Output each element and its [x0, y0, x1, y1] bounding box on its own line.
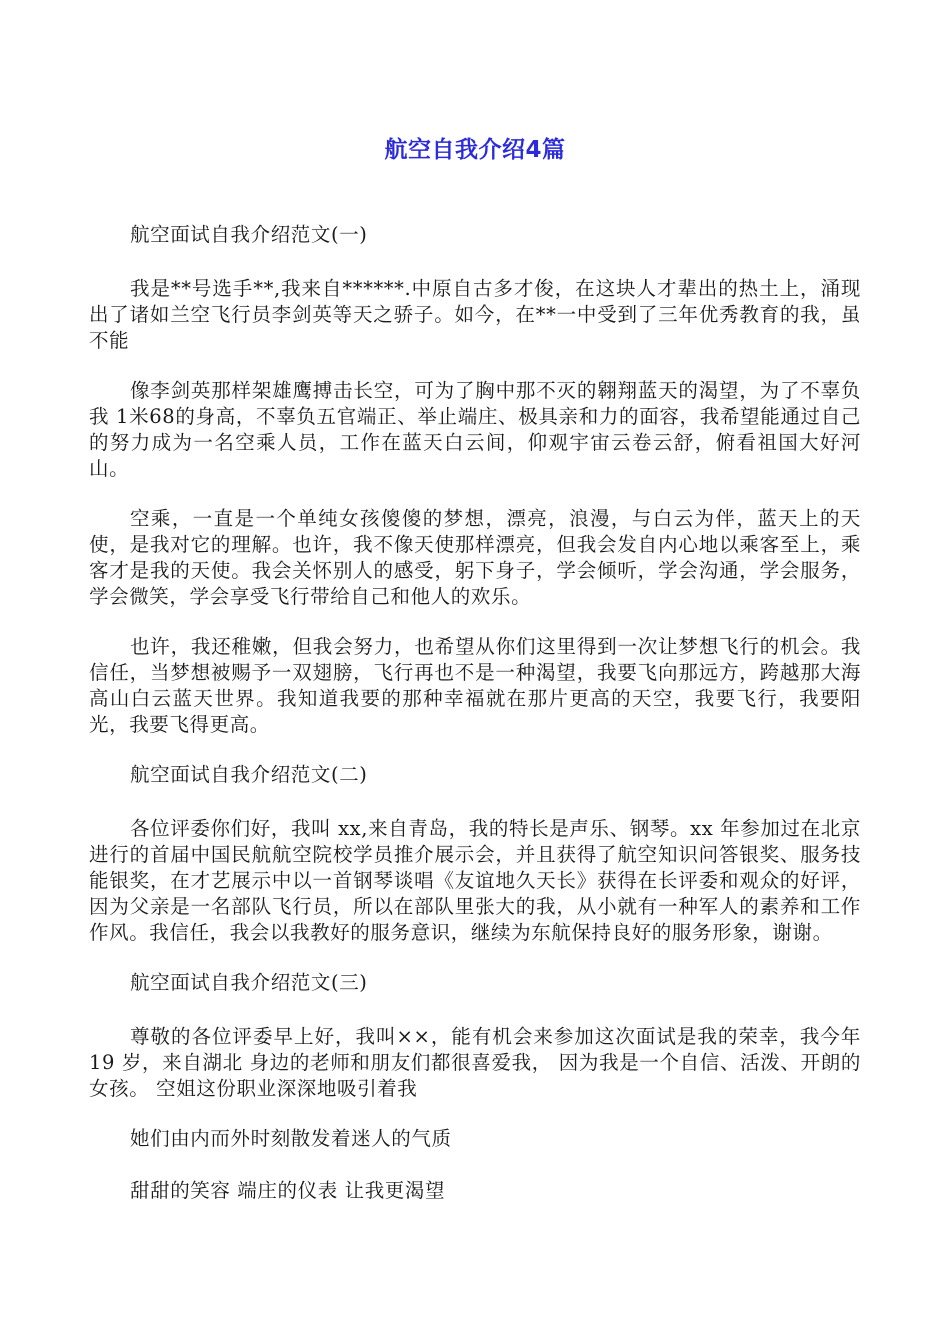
paragraph: 也许，我还稚嫩，但我会努力，也希望从你们这里得到一次让梦想飞行的机会。我信任，当梦想被赐予一双翅膀，飞行再也不是一种渴望，我要飞向那远方，跨越那大海高山白云蓝天世界。我知道我要的那种幸福就在那片更高的天空，我要飞行，我要阳光，我要飞得更高。: [89, 635, 861, 736]
paragraph: 各位评委你们好，我叫 xx,来自青岛，我的特长是声乐、钢琴。xx 年参加过在北京进行的首届中国民航航空院校学员推介展示会，并且获得了航空知识问答银奖、服务技能银奖，在才艺展示中以一首钢琴谈唱《友谊地久天长》获得在长评委和观众的好评，因为父亲是一名部队飞行员，所以在部队里张大的我，从小就有一种军人的素养和工作作风。我信任，我会以我教好的服务意识，继续为东航保持良好的服务形象，谢谢。: [89, 817, 861, 944]
paragraph: 尊敬的各位评委早上好，我叫××，能有机会来参加这次面试是我的荣幸，我今年 19 岁，来自湖北 身边的老师和朋友们都很喜爱我， 因为我是一个自信、活泼、开朗的女孩。 空姐这份职业深深地吸引着我: [89, 1025, 861, 1100]
paragraph: 我是**号选手**,我来自******.中原自古多才俊，在这块人才辈出的热土上，涌现出了诸如兰空飞行员李剑英等天之骄子。如今，在**一中受到了三年优秀教育的我，虽不能: [89, 277, 861, 352]
paragraph-line: 她们由内而外时刻散发着迷人的气质: [130, 1127, 452, 1150]
section-heading-2: 航空面试自我介绍范文(二): [130, 763, 368, 786]
document-body: [89, 222, 861, 1230]
document-title: 航空自我介绍4篇: [384, 137, 566, 163]
section-heading-1: 航空面试自我介绍范文(一): [130, 223, 368, 246]
paragraph: 像李剑英那样架雄鹰搏击长空，可为了胸中那不灭的翱翔蓝天的渴望，为了不辜负我 1米68的身高，不辜负五官端正、举止端庄、极具亲和力的面容，我希望能通过自己的努力成为一名空乘人员，工作在蓝天白云间，仰观宇宙云卷云舒，俯看祖国大好河山。: [89, 379, 861, 480]
paragraph: 空乘，一直是一个单纯女孩傻傻的梦想，漂亮，浪漫，与白云为伴，蓝天上的天使，是我对它的理解。也许，我不像天使那样漂亮，但我会发自内心地以乘客至上，乘客才是我的天使。我会关怀别人的感受，躬下身子，学会倾听，学会沟通，学会服务，学会微笑，学会享受飞行带给自己和他人的欢乐。: [89, 507, 861, 608]
section-heading-3: 航空面试自我介绍范文(三): [130, 971, 368, 994]
paragraph-line: 甜甜的笑容 端庄的仪表 让我更渴望: [130, 1179, 446, 1202]
